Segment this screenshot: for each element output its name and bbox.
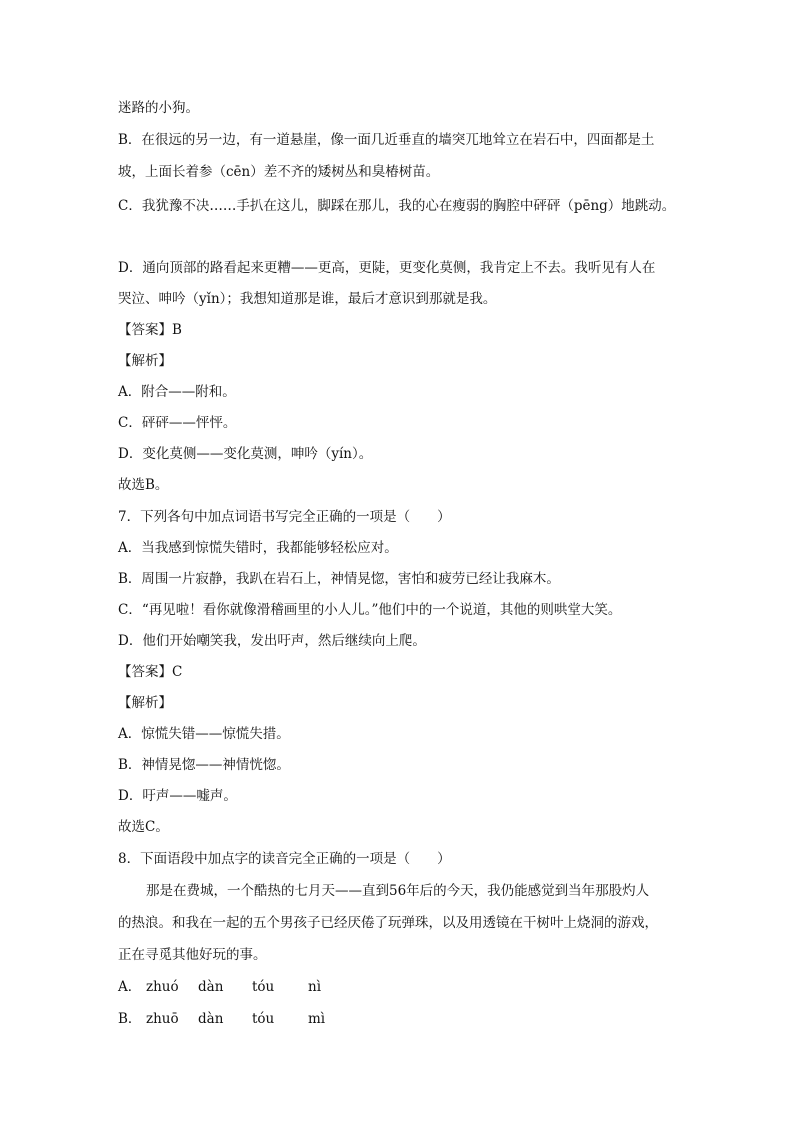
text-line: 坡，上面长着参（cēn）差不齐的矮树丛和臭椿树苗。 <box>118 164 440 180</box>
answer-label: 【答案】C <box>118 664 183 680</box>
pinyin: dàn <box>198 1011 224 1027</box>
text-line: A．惊慌失错——惊慌失措。 <box>118 726 290 742</box>
text-line: 迷路的小狗。 <box>118 100 199 116</box>
text-line: 哭泣、呻吟（yǐn）；我想知道那是谁，最后才意识到那就是我。 <box>118 291 497 307</box>
passage-line: 那是在费城，一个酷热的七月天——直到56年后的今天，我仍能感觉到当年那股灼人 <box>146 883 650 899</box>
passage-line: 的热浪。和我在一起的五个男孩子已经厌倦了玩弹珠，以及用透镜在干树叶上烧洞的游戏， <box>118 915 658 931</box>
text-line: C．“再见啦！看你就像滑稽画里的小人儿。”他们中的一个说道，其他的则哄堂大笑。 <box>118 602 622 618</box>
pinyin: dàn <box>198 979 224 995</box>
text-line: B．周围一片寂静，我趴在岩石上，神情晃惚，害怕和疲劳已经让我麻木。 <box>118 571 560 587</box>
text-line: A．附合——附和。 <box>118 384 236 400</box>
analysis-label: 【解析】 <box>118 695 172 711</box>
text-line: 故选C。 <box>118 819 169 835</box>
pinyin: zhuō <box>146 1011 179 1027</box>
pinyin: zhuó <box>146 979 179 995</box>
text-line: D．吁声——嘘声。 <box>118 788 237 804</box>
text-line: B．神情晃惚——神情恍惚。 <box>118 757 290 773</box>
question-7: 7．下列各句中加点词语书写完全正确的一项是（ ） <box>118 509 451 525</box>
text-line: D．通向顶部的路看起来更糟——更高，更陡，更变化莫侧，我肯定上不去。我听见有人在 <box>118 260 656 276</box>
pinyin: tóu <box>252 979 275 995</box>
analysis-label: 【解析】 <box>118 353 172 369</box>
document-page: 迷路的小狗。 B．在很远的另一边，有一道悬崖，像一面几近垂直的墙突兀地耸立在岩石中，四面都是土 坡，上面长着参（cēn）差不齐的矮树丛和臭椿树苗。 C．我犹豫不决……手扒在这儿，脚踩在那儿，我的心在瘦弱的胸腔中砰砰（pēng）地跳动。 D．通向顶部的路看起来更糟——更高，更陡，更变化莫侧，我肯定上不去。我听见有人在 哭泣、呻吟（yǐn）；我想知道那是谁，最后才意识到那就是我。 【答案】B 【解析】 A．附合——附和。 C．砰砰——怦怦。 D．变化莫侧——变化莫测，呻吟（yín）。 故选B。 7．下列各句中加点词语书写完全正确的一项是（ ） A．当我感到惊慌失错时，我都能够轻松应对。 B．周围一片寂静，我趴在岩石上，神情晃惚，害怕和疲劳已经让我麻木。 C．“再见啦！看你就像滑稽画里的小人儿。”他们中的一个说道，其他的则哄堂大笑。 D．他们开始嘲笑我，发出吁声，然后继续向上爬。 【答案】C 【解析】 A．惊慌失错——惊慌失措。 B．神情晃惚——神情恍惚。 D．吁声——嘘声。 故选C。 8．下面语段中加点字的读音完全正确的一项是（ ） 那是在费城，一个酷热的七月天——直到56年后的今天，我仍能感觉到当年那股灼人 的热浪。和我在一起的五个男孩子已经厌倦了玩弹珠，以及用透镜在干树叶上烧洞的游戏， 正在寻觅其他好玩的事。 A． zhuó dàn tóu nì B． zhuō dàn tóu mì <box>118 100 676 1027</box>
text-line: C．砰砰——怦怦。 <box>118 415 237 431</box>
question-8: 8．下面语段中加点字的读音完全正确的一项是（ ） <box>118 851 451 867</box>
text-line: B．在很远的另一边，有一道悬崖，像一面几近垂直的墙突兀地耸立在岩石中，四面都是土 <box>118 132 655 148</box>
pinyin: nì <box>308 979 322 995</box>
text-line: C．我犹豫不决……手扒在这儿，脚踩在那儿，我的心在瘦弱的胸腔中砰砰（pēng）地跳动。 <box>118 198 676 214</box>
text-line: D．他们开始嘲笑我，发出吁声，然后继续向上爬。 <box>118 633 426 649</box>
pinyin: mì <box>308 1011 326 1027</box>
text-line: D．变化莫侧——变化莫测，呻吟（yín）。 <box>118 446 373 462</box>
pinyin: tóu <box>252 1011 275 1027</box>
passage-line: 正在寻觅其他好玩的事。 <box>118 947 267 963</box>
text-line: A．当我感到惊慌失错时，我都能够轻松应对。 <box>118 540 398 556</box>
text-line: 故选B。 <box>118 477 169 493</box>
answer-label: 【答案】B <box>118 322 182 338</box>
